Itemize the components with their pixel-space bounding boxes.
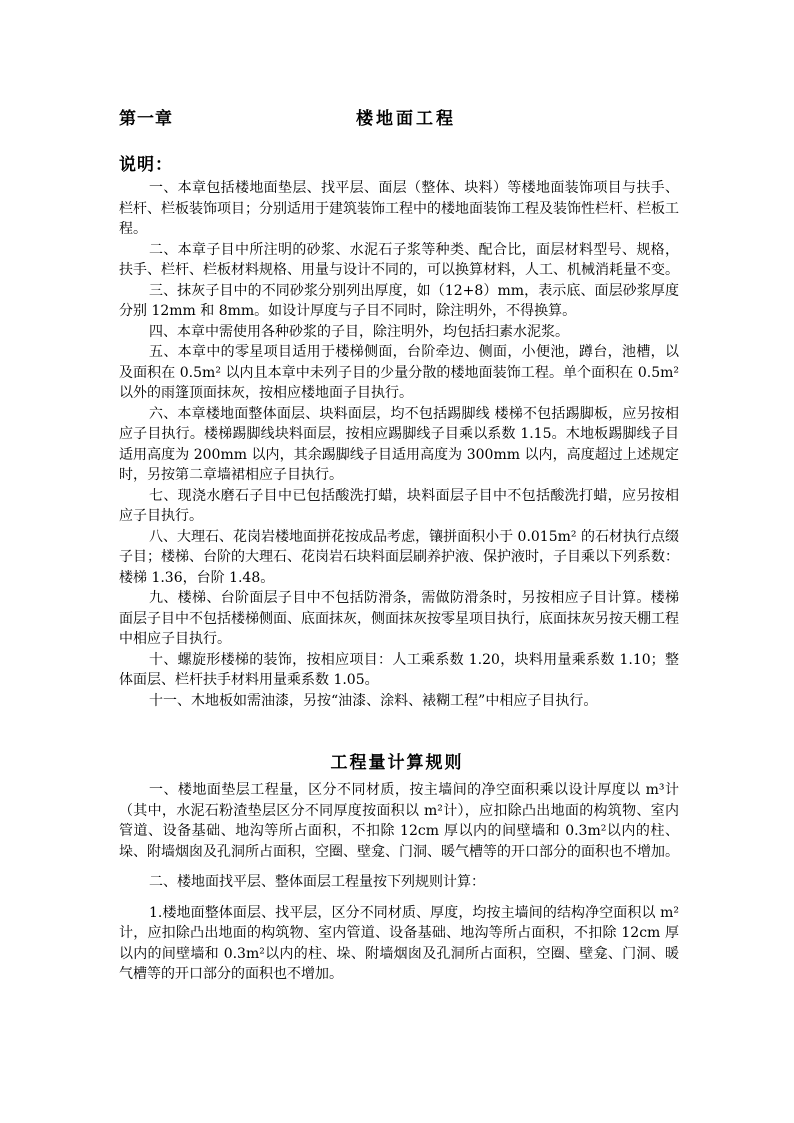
notes-label: 说明： bbox=[119, 155, 173, 175]
chapter-label: 第一章 bbox=[119, 109, 173, 129]
chapter-title: 楼地面工程 bbox=[356, 109, 456, 129]
chapter-heading bbox=[119, 104, 679, 130]
note-paragraph: 十一、木地板如需油漆，另按“油漆、涂料、裱糊工程”中相应子目执行。 bbox=[149, 692, 598, 709]
note-paragraph: 九、楼梯、台阶面层子目中不包括防滑条，需做防滑条时，另按相应子目计算。楼梯面层子目中不包括楼梯侧面、底面抹灰，侧面抹灰按零星项目执行，底面抹灰另按天棚工程中相应子目执行。 bbox=[119, 590, 679, 647]
note-paragraph: 十、螺旋形楼梯的装饰，按相应项目：人工乘系数 1.20，块料用量乘系数 1.10；整体面层、栏杆扶手材料用量乘系数 1.05。 bbox=[119, 651, 679, 688]
rule-paragraph: 1.楼地面整体面层、找平层，区分不同材质、厚度，均按主墙间的结构净空面积以 m²计，应扣除凸出地面的构筑物、室内管道、设备基础、地沟等所占面积，不扣除 12cm 厚以内的间壁墙和 0.3m²以内的柱、垛、附墙烟囱及孔洞所占面积，空圈、壁龛、门洞、暖气槽等的开口部分的面积也不增加。 bbox=[119, 904, 679, 982]
rules-section bbox=[119, 780, 679, 985]
note-paragraph: 二、本章子目中所注明的砂浆、水泥石子浆等种类、配合比，面层材料型号、规格，扶手、栏杆、栏板材料规格、用量与设计不同的，可以换算材料，人工、机械消耗量不变。 bbox=[119, 241, 679, 278]
notes-section bbox=[119, 178, 679, 711]
note-paragraph: 三、抹灰子目中的不同砂浆分别列出厚度，如（12+8）mm，表示底、面层砂浆厚度分别 12mm 和 8mm。如设计厚度与子目不同时，除注明外，不得换算。 bbox=[119, 282, 679, 319]
rule-paragraph: 二、楼地面找平层、整体面层工程量按下列规则计算： bbox=[149, 874, 485, 890]
rule-paragraph: 一、楼地面垫层工程量，区分不同材质，按主墙间的净空面积乘以设计厚度以 m³计（其中，水泥石粉渣垫层区分不同厚度按面积以 m²计），应扣除凸出地面的构筑物、室内管道、设备基础、地沟等所占面积，不扣除 12cm 厚以内的间壁墙和 0.3m²以内的柱、垛、附墙烟囱及孔洞所占面积，空圈、壁龛、门洞、暖气槽等的开口部分的面积也不增加。 bbox=[119, 782, 679, 860]
rules-heading: 工程量计算规则 bbox=[330, 753, 464, 773]
note-paragraph: 八、大理石、花岗岩楼地面拼花按成品考虑，镶拼面积小于 0.015m² 的石材执行点缀子目；楼梯、台阶的大理石、花岗岩石块料面层刷养护液、保护液时，子目乘以下列系数：楼梯 1.36，台阶 1.48。 bbox=[119, 528, 679, 586]
note-paragraph: 四、本章中需使用各种砂浆的子目，除注明外，均包括扫素水泥浆。 bbox=[149, 323, 569, 340]
note-paragraph: 六、本章楼地面整体面层、块料面层，均不包括踢脚线 楼梯不包括踢脚板，应另按相应子目执行。楼梯踢脚线块料面层，按相应踢脚线子目乘以系数 1.15。木地板踢脚线子目适用高度为 200mm 以内，其余踢脚线子目适用高度为 300mm 以内，高度超过上述规定时，另按第二章墙裙相应子目执行。 bbox=[119, 405, 679, 483]
note-paragraph: 五、本章中的零星项目适用于楼梯侧面，台阶牵边、侧面，小便池，蹲台，池槽，以及面积在 0.5m² 以内且本章中未列子目的少量分散的楼地面装饰工程。单个面积在 0.5m² 以外的雨篷顶面抹灰，按相应楼地面子目执行。 bbox=[119, 344, 679, 401]
note-paragraph: 七、现浇水磨石子目中已包括酸洗打蜡，块料面层子目中不包括酸洗打蜡，应另按相应子目执行。 bbox=[119, 487, 679, 524]
note-paragraph: 一、本章包括楼地面垫层、找平层、面层（整体、块料）等楼地面装饰项目与扶手、栏杆、栏板装饰项目；分别适用于建筑装饰工程中的楼地面装饰工程及装饰性栏杆、栏板工程。 bbox=[119, 180, 679, 237]
